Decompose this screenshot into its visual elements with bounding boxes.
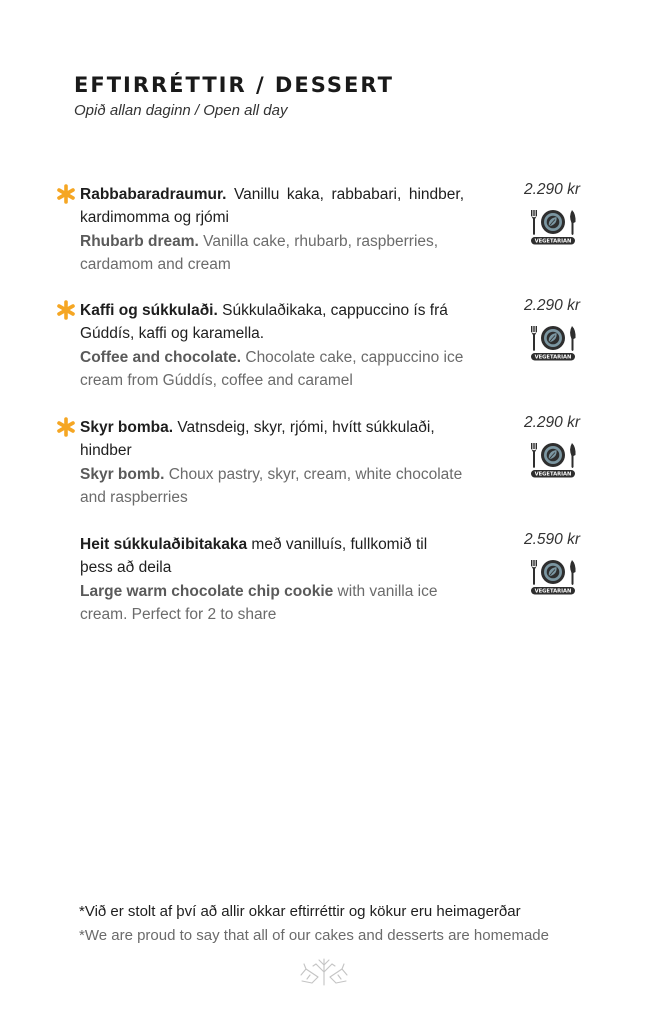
item-desc-en: Chocolate cake, cappuccino ice cream from Gúddís, coffee and caramel <box>80 348 464 389</box>
footer-note-is: *Við er stolt af því að allir okkar eftirréttir og kökur eru heimagerðar <box>79 903 521 920</box>
item-price: 2.290 kr <box>523 297 580 314</box>
item-desc-en: Choux pastry, skyr, cream, white chocolate and raspberries <box>80 465 463 506</box>
item-price: 2.290 kr <box>523 414 580 431</box>
item-name-is: Rabbabaradraumur. <box>80 186 227 203</box>
item-description <box>80 183 464 276</box>
svg-text:VEGETARIAN: VEGETARIAN <box>534 354 572 361</box>
snowflake-logo-icon <box>296 955 352 987</box>
item-desc-is: Súkkulaðikaka, cappuccino ís frá Gúddís, kaffi og karamella. <box>80 302 448 343</box>
svg-text:VEGETARIAN: VEGETARIAN <box>534 471 572 478</box>
page-subtitle: Opið allan daginn / Open all day <box>74 102 288 119</box>
item-name-en: Skyr bomb. <box>80 465 165 483</box>
item-description <box>80 416 464 509</box>
item-name-en: Rhubarb dream. <box>80 232 199 250</box>
item-name-is: Kaffi og súkkulaði. <box>80 302 218 319</box>
vegetarian-badge-icon <box>528 208 578 246</box>
item-desc-is: Vatnsdeig, skyr, rjómi, hvítt súkkulaði, hindber <box>80 419 435 460</box>
vegetarian-badge-icon <box>528 558 578 596</box>
item-price: 2.590 kr <box>523 531 580 548</box>
item-description <box>80 533 464 626</box>
vegetarian-badge-icon <box>528 441 578 479</box>
item-desc-is: Vanillu kaka, rabbabari, hindber, kardimomma og rjómi <box>80 186 464 227</box>
asterisk-star-icon <box>56 184 76 204</box>
vegetarian-badge-icon <box>528 324 578 362</box>
item-name-is: Heit súkkulaðibitakaka <box>80 536 248 553</box>
svg-text:VEGETARIAN: VEGETARIAN <box>534 588 572 595</box>
item-desc-en: Vanilla cake, rhubarb, raspberries, cardamom and cream <box>80 232 439 273</box>
page-title: EFTIRRÉTTIR / DESSERT <box>74 73 394 97</box>
item-price: 2.290 kr <box>523 181 580 198</box>
item-description <box>80 299 464 392</box>
item-desc-is: með vanilluís, fullkomið til þess að deila <box>80 536 428 577</box>
item-desc-en: with vanilla ice cream. Perfect for 2 to share <box>80 582 438 623</box>
item-name-en: Coffee and chocolate. <box>80 348 242 366</box>
svg-text:VEGETARIAN: VEGETARIAN <box>534 238 572 245</box>
footer-note-en: *We are proud to say that all of our cakes and desserts are homemade <box>79 927 549 944</box>
item-name-is: Skyr bomba. <box>80 419 174 436</box>
asterisk-star-icon <box>56 300 76 320</box>
asterisk-star-icon <box>56 417 76 437</box>
item-name-en: Large warm chocolate chip cookie <box>80 582 334 600</box>
